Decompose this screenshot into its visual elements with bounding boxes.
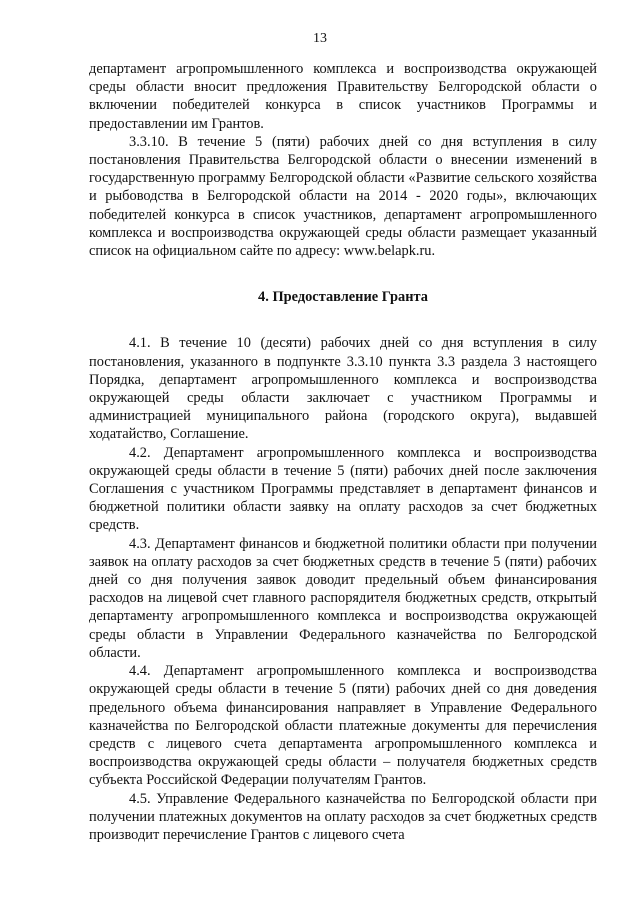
section-heading: 4. Предоставление Гранта xyxy=(258,289,428,306)
paragraph-4-5: 4.5. Управление Федерального казначейства по Белгородской области при получении платежных документов на оплату расходов за счет бюджетных средств производит перечисление Грантов с лицевого счета xyxy=(89,790,597,843)
paragraph-continuation: департамент агропромышленного комплекса и воспроизводства окружающей среды области вносит предложения Правительству Белгородской области о включении победителей конкурса в список участников Программы и предоставлении им Грантов. xyxy=(89,61,597,132)
paragraph-4-2: 4.2. Департамент агропромышленного комплекса и воспроизводства окружающей среды области в течение 5 (пяти) рабочих дней после заключения Соглашения с участником Программы представляет в департамент финансов и бюджетной политики области заявку на оплату расходов за счет бюджетных средств. xyxy=(89,444,597,534)
page-number: 13 xyxy=(313,31,327,46)
document-body xyxy=(89,60,597,844)
paragraph-4-3: 4.3. Департамент финансов и бюджетной политики области при получении заявок на оплату расходов за счет бюджетных средств в течение 5 (пяти) рабочих дней со дня получения заявок доводит предельный объем финансирования расходов на лицевой счет главного распорядителя бюджетных средств, открытый департаменту агропромышленного комплекса и воспроизводства окружающей среды области в Управлении Федерального казначейства по Белгородской области. xyxy=(89,535,597,661)
paragraph-4-1: 4.1. В течение 10 (десяти) рабочих дней со дня вступления в силу постановления, указанного в подпункте 3.3.10 пункта 3.3 раздела 3 настоящего Порядка, департамент агропромышленного комплекса и воспроизводства окружающей среды области заключает с участником Программы и администрацией муниципального района (городского округа), выдавшей ходатайство, Соглашение. xyxy=(89,335,597,443)
paragraph-4-4: 4.4. Департамент агропромышленного комплекса и воспроизводства окружающей среды области в течение 5 (пяти) рабочих дней со дня доведения предельного объема финансирования направляет в Управление Федерального казначейства по Белгородской области платежные документы для перечисления средств с лицевого счета департамента агропромышленного комплекса и воспроизводства окружающей среды области – получателя бюджетных средств субъекта Российской Федерации получателям Грантов. xyxy=(89,663,597,789)
paragraph-3-3-10: 3.3.10. В течение 5 (пяти) рабочих дней со дня вступления в силу постановления Правительства Белгородской области о внесении изменений в государственную программу Белгородской области «Развитие сельского хозяйства и рыбоводства в Белгородской области на 2014 - 2020 годы», включающих победителей конкурса в список участников, департамент агропромышленного комплекса и воспроизводства окружающей среды области размещает указанный список на официальном сайте по адресу: www.belapk.ru. xyxy=(89,133,597,260)
